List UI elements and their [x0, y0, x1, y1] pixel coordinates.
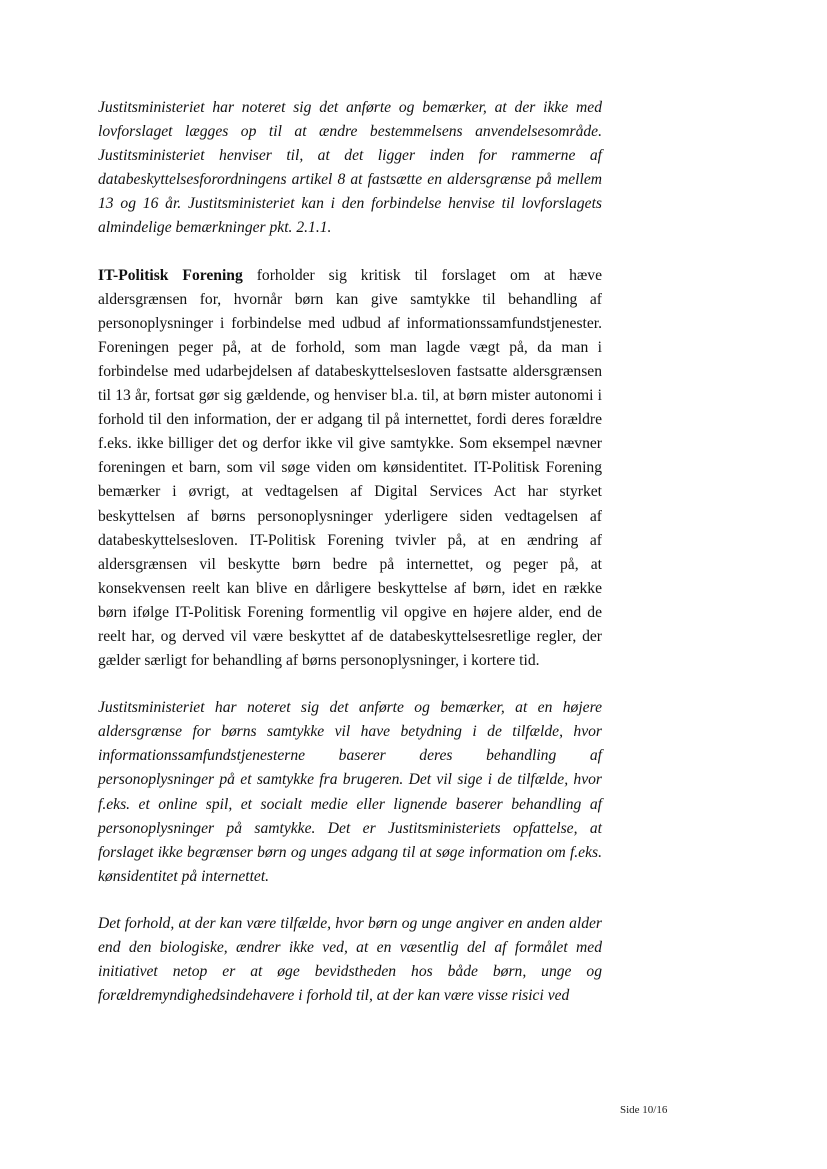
paragraph-ministry-response-3: Det forhold, at der kan være tilfælde, hvor børn og unge angiver en anden alder end den biologiske, ændrer ikke ved, at en væsentlig del af formålet med initiativet netop er at øge bevidstheden hos både børn, unge og forældremyndighedsindehavere i forhold til, at der kan være visse risici ved	[98, 914, 602, 1005]
paragraph-ministry-response-1: Justitsministeriet har noteret sig det anførte og bemærker, at der ikke med lovforslaget lægges op til at ændre bestemmelsens anvendelsesområde. Justitsministeriet henviser til, at det ligger inden for rammerne af databeskyttelsesforordningens artikel 8 at fastsætte en aldersgrænse på mellem 13 og 16 år. Justitsministeriet kan i den forbindelse henvise til lovforslagets almindelige bemærkninger pkt. 2.1.1.	[98, 99, 602, 237]
organization-name: IT-Politisk Forening	[98, 266, 243, 284]
document-body	[98, 96, 602, 1031]
paragraph-ministry-response-2: Justitsministeriet har noteret sig det anførte og bemærker, at en højere aldersgrænse for børns samtykke vil have betydning i de tilfælde, hvor informationssamfundstjenesterne baserer deres behandling af personoplysninger på et samtykke fra brugeren. Det vil sige i de tilfælde, hvor f.eks. et online spil, et socialt medie eller lignende baserer behandling af personoplysninger på samtykke. Det er Justitsministeriets opfattelse, at forslaget ikke begrænser børn og unges adgang til at søge information om f.eks. kønsidentitet på internettet.	[98, 699, 602, 885]
paragraph-body: forholder sig kritisk til forslaget om at hæve aldersgrænsen for, hvornår børn kan give samtykke til behandling af personoplysninger i forbindelse med udbud af informationssamfundstjenester. Foreningen peger på, at de forhold, som man lagde vægt på, da man i forbindelse med udarbejdelsen af databeskyttelsesloven fastsatte aldersgrænsen til 13 år, fortsat gør sig gældende, og henviser bl.a. til, at børn mister autonomi i forhold til den information, der er adgang til på internettet, fordi deres forældre f.eks. ikke billiger det og derfor ikke vil give samtykke. Som eksempel nævner foreningen et barn, som vil søge viden om kønsidentitet. IT-Politisk Forening bemærker i øvrigt, at vedtagelsen af Digital Services Act har styrket beskyttelsen af børns personoplysninger yderligere siden vedtagelsen af databeskyttelsesloven. IT-Politisk Forening tvivler på, at en ændring af aldersgrænsen vil beskytte børn bedre på internettet, og peger på, at konsekvensen reelt kan blive en dårligere beskyttelse af børn, idet en række børn ifølge IT-Politisk Forening formentlig vil opgive en højere alder, end de reelt har, og derved vil være beskyttet af de databeskyttelsesretlige regler, der gælder særligt for behandling af børns personoplysninger, i kortere tid.	[98, 266, 602, 670]
paragraph-it-politisk-forening	[98, 264, 602, 674]
page-number: Side 10/16	[620, 1104, 668, 1116]
